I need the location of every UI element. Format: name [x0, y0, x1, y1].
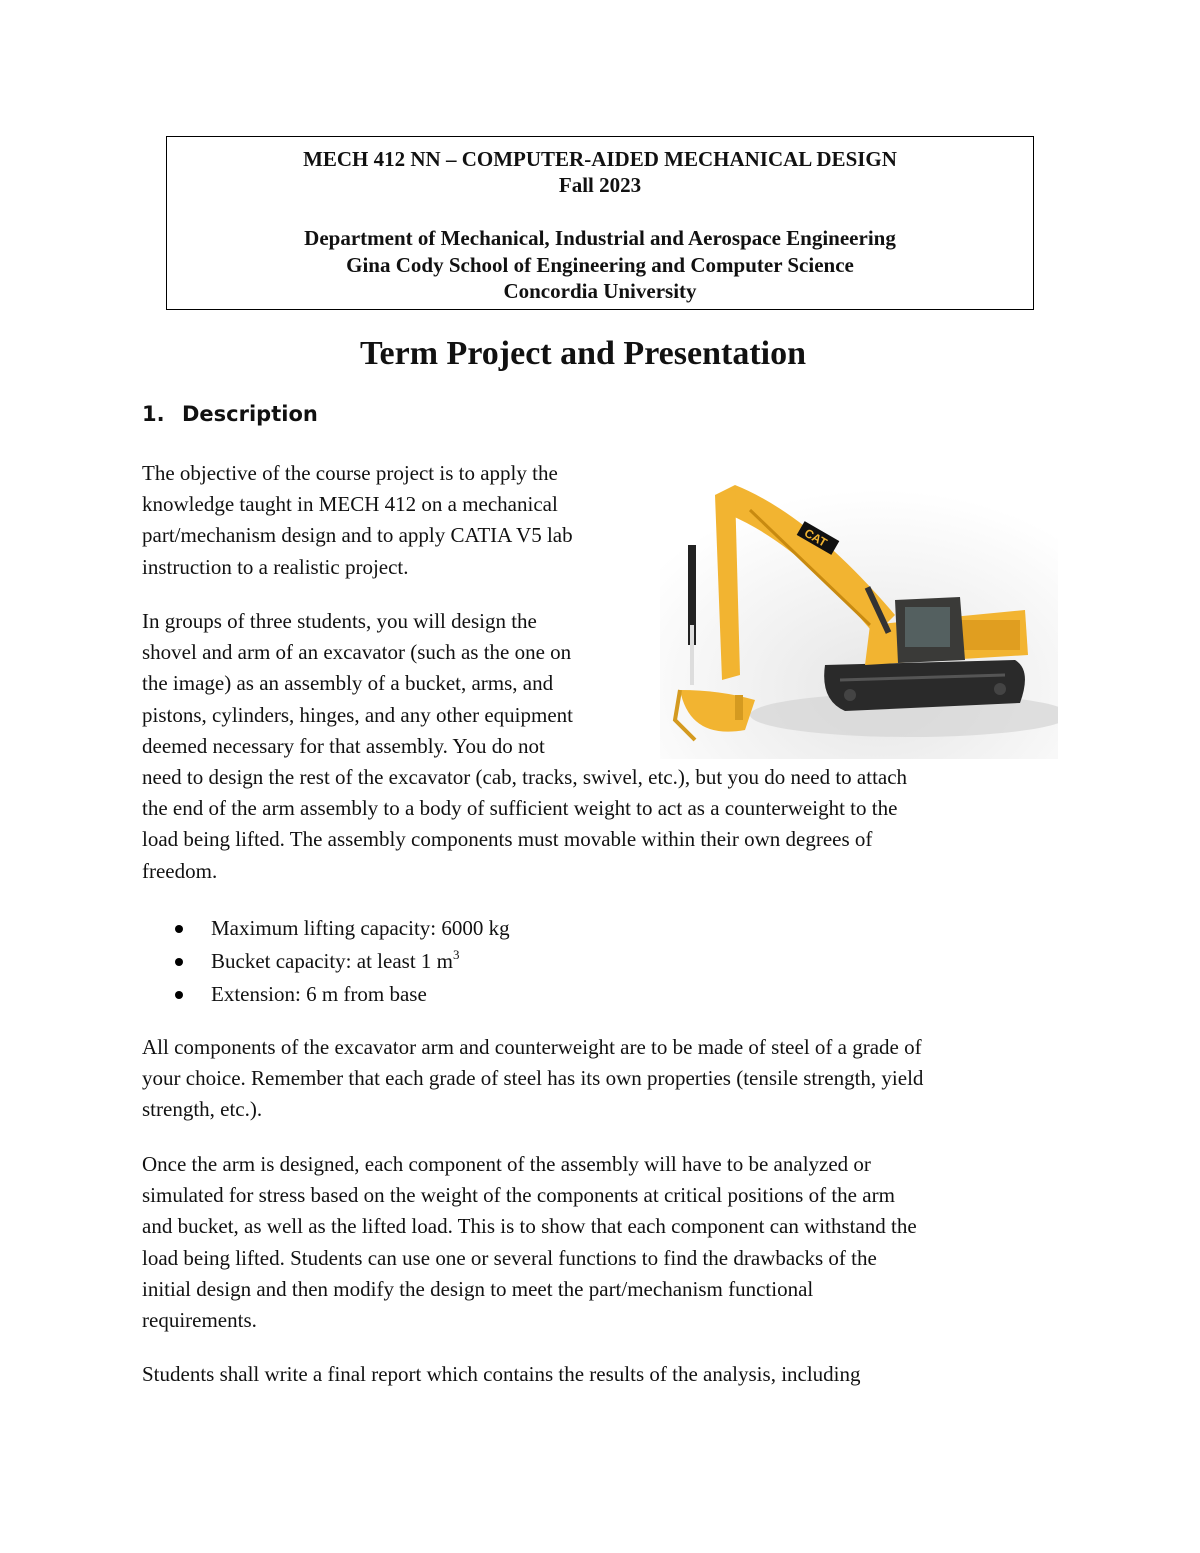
text-line: the image) as an assembly of a bucket, arms, and [142, 671, 554, 696]
university-name: Concordia University [503, 279, 697, 303]
bullet-icon [175, 991, 183, 999]
text-line: shovel and arm of an excavator (such as the one on [142, 640, 572, 665]
text-line: strength, etc.). [142, 1097, 263, 1122]
paragraph-materials [142, 1032, 923, 1126]
text-line: initial design and then modify the design to meet the part/mechanism functional [142, 1276, 814, 1301]
text-line: simulated for stress based on the weight of the components at critical positions of the arm [142, 1183, 895, 1208]
list-item [142, 978, 510, 1011]
text-line: instruction to a realistic project. [142, 554, 409, 579]
text-line: pistons, cylinders, hinges, and any other equipment [142, 702, 574, 727]
extension: Extension: 6 m from base [211, 982, 427, 1006]
text-line: Once the arm is designed, each component of the assembly will have to be analyzed or [142, 1152, 871, 1176]
course-title: MECH 412 NN – COMPUTER-AIDED MECHANICAL DESIGN [303, 147, 897, 171]
text-line: need to design the rest of the excavator (cab, tracks, swivel, etc.), but you do need to attach [142, 765, 908, 790]
excavator-image [660, 475, 1058, 759]
text-line: The objective of the course project is to apply the [142, 461, 558, 485]
text-line: load being lifted. Students can use one or several functions to find the drawbacks of the [142, 1245, 877, 1270]
text-line: deemed necessary for that assembly. You do not [142, 733, 545, 758]
section-title: Description [182, 402, 318, 426]
list-item [142, 912, 510, 945]
course-header-box [166, 136, 1034, 310]
school-name: Gina Cody School of Engineering and Computer Science [346, 253, 854, 277]
text-line: Students shall write a final report which contains the results of the analysis, including [142, 1362, 861, 1386]
text-line: your choice. Remember that each grade of steel has its own properties (tensile strength, yield [142, 1066, 924, 1091]
page-title: Term Project and Presentation [359, 335, 807, 372]
cubic-superscript: 3 [453, 947, 460, 962]
bucket-capacity: Bucket capacity: at least 1 m [211, 949, 453, 973]
text-line: and bucket, as well as the lifted load. This is to show that each component can withstand the [142, 1214, 917, 1239]
list-item [142, 945, 510, 978]
text-line: load being lifted. The assembly components must movable within their own degrees of [142, 827, 873, 852]
lifting-capacity: Maximum lifting capacity: 6000 kg [211, 916, 510, 940]
bullet-icon [175, 958, 183, 966]
course-term: Fall 2023 [558, 173, 642, 197]
text-line: requirements. [142, 1308, 257, 1333]
requirements-list [142, 912, 510, 1011]
text-line: knowledge taught in MECH 412 on a mechanical [142, 492, 558, 517]
text-line: All components of the excavator arm and counterweight are to be made of steel of a grade of [142, 1035, 922, 1059]
section-number: 1. [142, 402, 165, 426]
bullet-icon [175, 925, 183, 933]
text-line: In groups of three students, you will design the [142, 609, 537, 633]
excavator-illustration [660, 475, 1058, 759]
text-line: freedom. [142, 858, 218, 883]
paragraph-objective [142, 458, 573, 583]
text-line: part/mechanism design and to apply CATIA V5 lab [142, 523, 573, 548]
section-heading [142, 402, 318, 426]
paragraph-analysis [142, 1149, 917, 1336]
paragraph-report [142, 1359, 861, 1390]
department-name: Department of Mechanical, Industrial and Aerospace Engineering [304, 226, 896, 250]
cat-logo: CAT [801, 525, 830, 550]
text-line: the end of the arm assembly to a body of sufficient weight to act as a counterweight to the [142, 796, 898, 821]
